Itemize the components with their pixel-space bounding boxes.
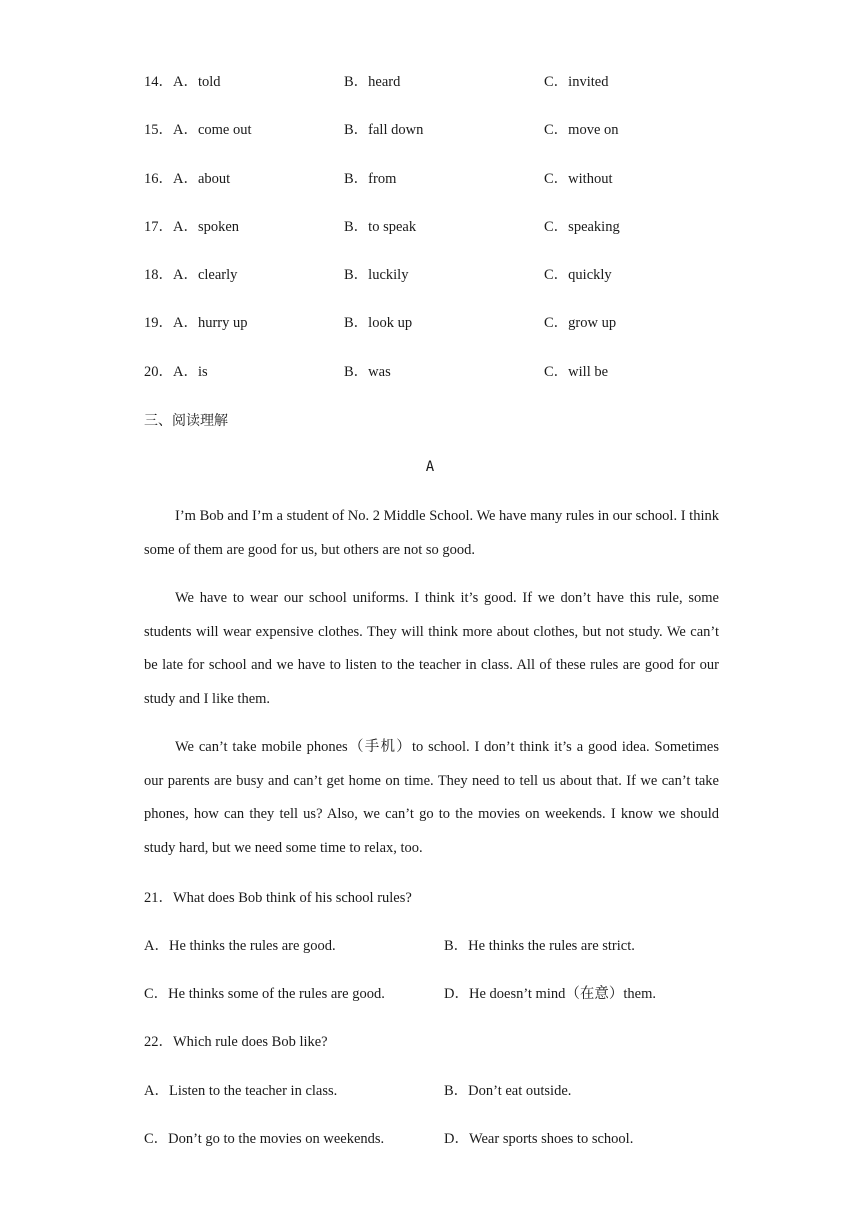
option-a: 18．A．clearly: [144, 267, 238, 283]
option-b: B．from: [344, 171, 397, 187]
options-row-19: [144, 313, 744, 333]
paragraph-2: We have to wear our school uniforms. I think it’s good. If we don’t have this rule, some students will wear expensive clothes. They will think more about clothes, but not study. We can’t be late for school and we have to listen to the teacher in class. All of these rules are good for our study and I like them.: [144, 590, 719, 707]
option-c: C．grow up: [544, 315, 617, 331]
options-row-15: [144, 120, 744, 140]
option-c: C．quickly: [544, 267, 612, 283]
option-b: B．to speak: [344, 219, 417, 235]
question-21-option-c: C．He thinks some of the rules are good.: [144, 986, 385, 1002]
option-a: 17．A．spoken: [144, 219, 240, 235]
options-row-18: [144, 265, 744, 285]
option-c: C．speaking: [544, 219, 620, 235]
option-a: 15．A．come out: [144, 122, 252, 138]
option-a: 14．A．told: [144, 74, 221, 90]
question-21-option-d: D．He doesn’t mind（在意）them.: [444, 986, 656, 1002]
question-22-option-b: B．Don’t eat outside.: [444, 1083, 572, 1099]
option-a: 16．A．about: [144, 171, 231, 187]
question-21-option-a: A．He thinks the rules are good.: [144, 938, 336, 954]
section-title: 三、阅读理解: [144, 413, 228, 429]
option-c: C．without: [544, 171, 613, 187]
option-c: C．invited: [544, 74, 609, 90]
option-b: B．fall down: [344, 122, 424, 138]
option-b: B．luckily: [344, 267, 409, 283]
question-21-option-b: B．He thinks the rules are strict.: [444, 938, 635, 954]
options-row-16: [144, 169, 744, 189]
option-a: 20．A．is: [144, 364, 208, 380]
question-22-option-d: D．Wear sports shoes to school.: [444, 1131, 634, 1147]
paragraph-3: We can’t take mobile phones（手机）to school. I don’t think it’s a good idea. Sometimes our parents are busy and can’t get home on time. They need to tell us about that. If we can’t take phones, how can they tell us? Also, we can’t go to the movies on weekends. I know we should study hard, but we need some time to relax, too.: [144, 739, 719, 856]
question-22-option-c: C．Don’t go to the movies on weekends.: [144, 1131, 385, 1147]
question-22-option-a: A．Listen to the teacher in class.: [144, 1083, 338, 1099]
option-c: C．move on: [544, 122, 619, 138]
paragraph-1: I’m Bob and I’m a student of No. 2 Middle School. We have many rules in our school. I think some of them are good for us, but others are not so good.: [144, 508, 719, 558]
options-row-14: [144, 72, 744, 92]
options-row-17: [144, 217, 744, 237]
options-row-20: [144, 362, 744, 382]
question-21-stem: 21．What does Bob think of his school rules?: [144, 890, 412, 906]
option-a: 19．A．hurry up: [144, 315, 248, 331]
passage-title: A: [425, 459, 435, 475]
option-b: B．heard: [344, 74, 401, 90]
option-b: B．was: [344, 364, 391, 380]
question-22-stem: 22．Which rule does Bob like?: [144, 1034, 328, 1050]
option-b: B．look up: [344, 315, 413, 331]
option-c: C．will be: [544, 364, 609, 380]
